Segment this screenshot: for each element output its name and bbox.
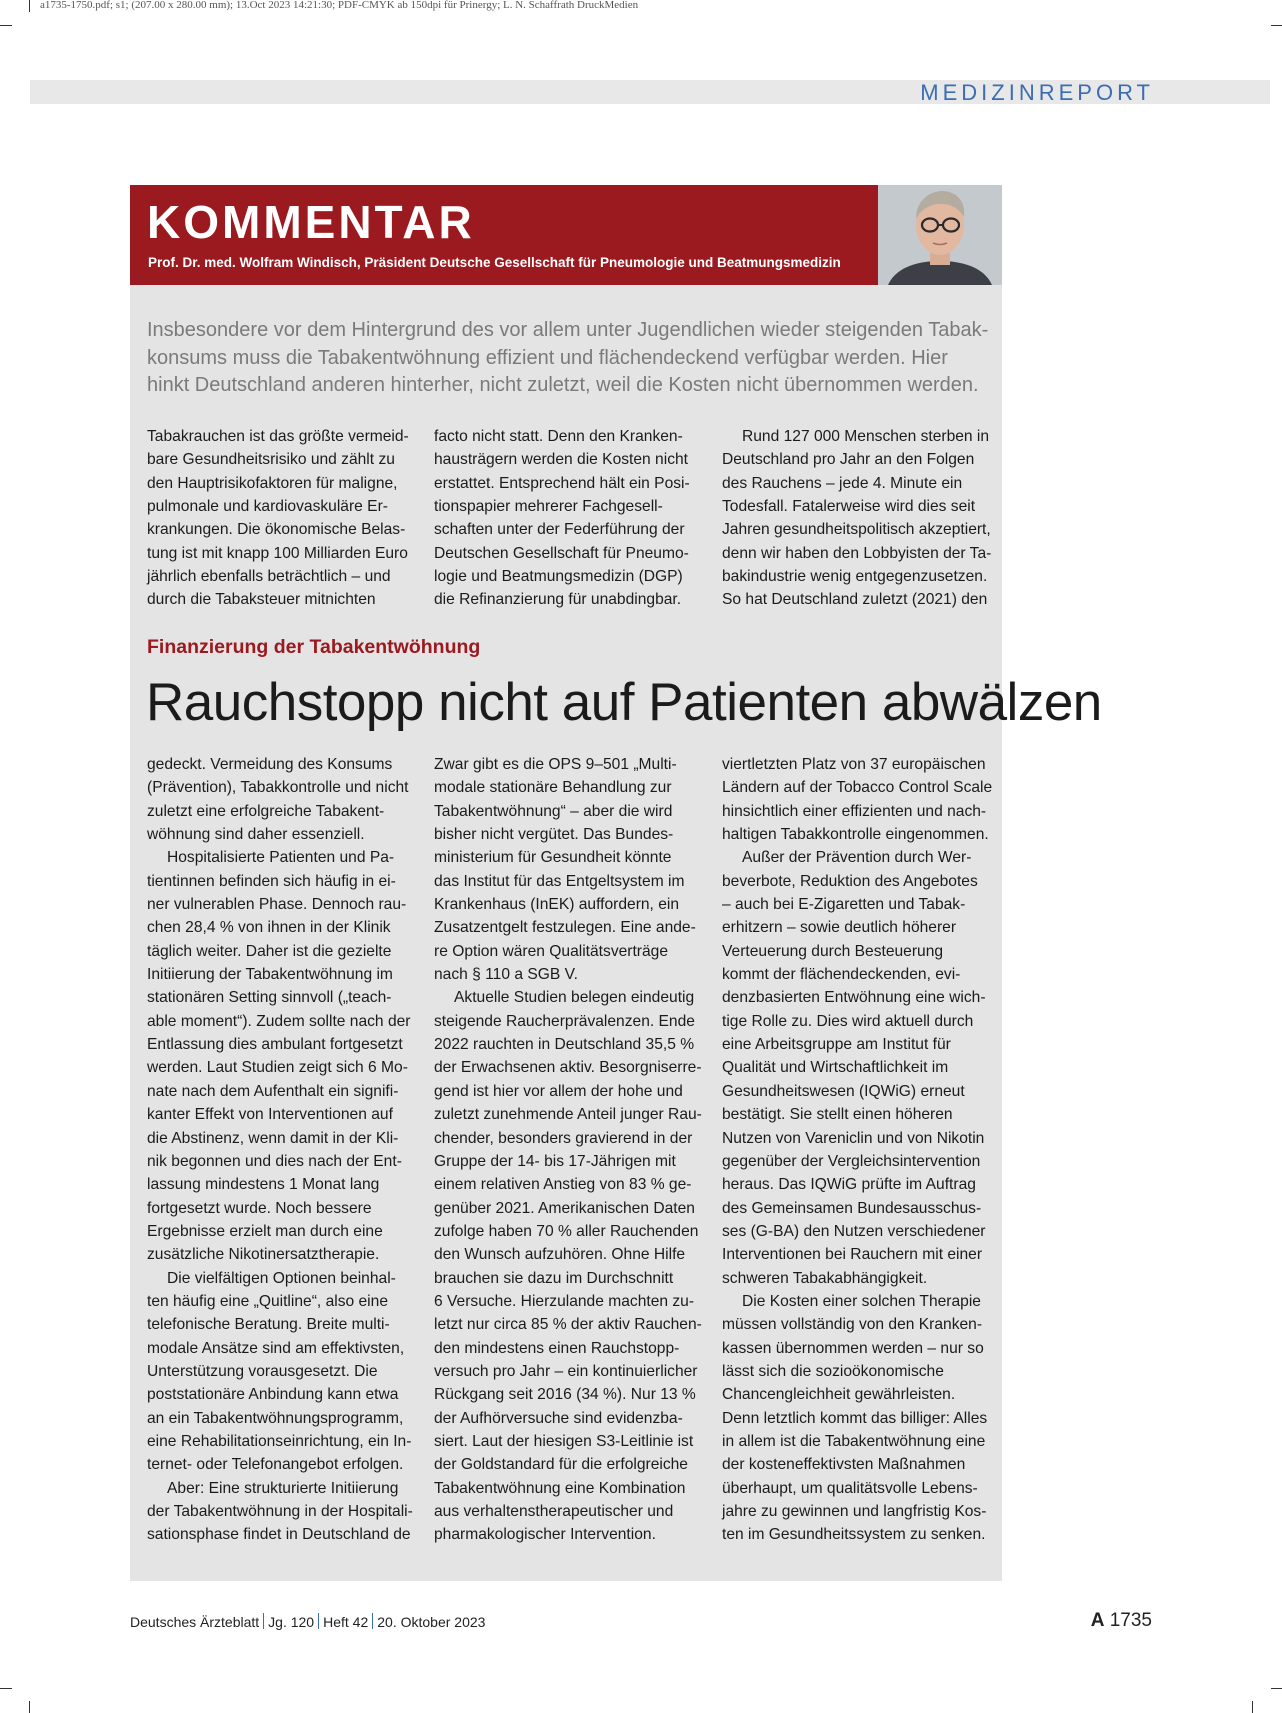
text-line: des Gemeinsamen Bundesausschus- (722, 1199, 982, 1217)
text-line: jahre zu gewinnen und langfristig Kos- (722, 1503, 987, 1520)
text-line: poststationäre Anbindung kann etwa (147, 1386, 399, 1404)
text-line: Verteuerung durch Besteuerung (722, 942, 944, 960)
crop-mark (29, 1701, 30, 1713)
text-line: facto nicht statt. Denn den Kranken- (434, 428, 683, 445)
text-line: logie und Beatmungsmedizin (DGP) (434, 568, 683, 586)
text-line: Aber: Eine strukturierte Initiierung (167, 1479, 399, 1497)
crop-mark (0, 25, 12, 26)
text-line: Tabakentwöhnung“ – aber die wird (434, 802, 673, 820)
text-line: Unterstützung vorausgesetzt. Die (147, 1362, 378, 1380)
text-line: hinsichtlich einer effizienten und nach- (722, 802, 987, 820)
top-column-3 (722, 425, 991, 612)
bottom-column-1 (147, 753, 413, 1547)
text-line: versuch pro Jahr – ein kontinuierlicher (434, 1362, 698, 1380)
text-line: ten im Gesundheitssystem zu senken. (722, 1526, 986, 1544)
footer-separator (263, 1613, 264, 1629)
text-line: kanter Effekt von Interventionen auf (147, 1106, 393, 1124)
text-line: re Option wären Qualitätsverträge (434, 942, 669, 960)
text-line: steigende Raucherprävalenzen. Ende (434, 1012, 695, 1030)
text-line: 6 Versuche. Hierzulande machten zu- (434, 1292, 695, 1310)
text-line: Aktuelle Studien belegen eindeutig (454, 989, 695, 1007)
text-line: wöhnung sind daher essenziell. (147, 826, 365, 844)
crop-mark (1271, 25, 1282, 26)
text-line: Deutschen Gesellschaft für Pneumo- (434, 544, 689, 562)
text-line: gend ist hier vor allem der hohe und (434, 1082, 683, 1100)
text-line: chender, besonders gravierend in der (434, 1129, 693, 1147)
author-portrait (878, 185, 1002, 285)
page-prefix: A (1090, 1610, 1105, 1631)
text-line: erstattet. Entsprechend hält ein Posi- (434, 474, 690, 492)
author-portrait-image (878, 185, 1002, 285)
text-line: – auch bei E-Zigaretten und Tabak- (722, 896, 966, 914)
text-line: nik begonnen und dies nach der Ent- (147, 1152, 402, 1170)
text-line: telefonische Beratung. Breite multi- (147, 1316, 390, 1334)
text-line: Qualität und Wirtschaftlichkeit im (722, 1059, 949, 1077)
subheading: Finanzierung der Tabakentwöhnung (147, 636, 481, 658)
text-line: chen 28,4 % von ihnen in der Klinik (147, 919, 391, 937)
text-line: ner vulnerablen Phase. Dennoch rau- (147, 896, 407, 914)
text-line: Ergebnisse erzielt man durch eine (147, 1222, 383, 1240)
journal-issue: Heft 42 (323, 1614, 369, 1630)
text-line: Krankenhaus (InEK) auffordern, ein (434, 896, 680, 914)
text-line: nach § 110 a SGB V. (434, 966, 578, 984)
text-line: Die vielfältigen Optionen beinhal- (167, 1269, 396, 1287)
text-line: Denn letztlich kommt das billiger: Alles (722, 1409, 988, 1427)
text-line: einem relativen Anstieg von 83 % ge- (434, 1176, 692, 1194)
text-line: pulmonale und kardiovaskuläre Er- (147, 498, 388, 516)
text-line: überhaupt, um qualitätsvolle Lebens- (722, 1479, 978, 1497)
text-line: Zwar gibt es die OPS 9–501 „Multi- (434, 756, 677, 773)
text-line: aus verhaltenstherapeutischer und (434, 1503, 674, 1520)
crop-mark (29, 0, 30, 12)
crop-mark (0, 1688, 12, 1689)
text-line: bare Gesundheitsrisiko und zählt zu (147, 451, 395, 469)
text-line: der Erwachsenen aktiv. Besorgniserre- (434, 1059, 702, 1077)
journal-date: 20. Oktober 2023 (377, 1614, 486, 1630)
text-line: heraus. Das IQWiG prüfte im Auftrag (722, 1176, 976, 1194)
text-line: Gruppe der 14- bis 17-Jährigen mit (434, 1152, 676, 1170)
text-line: lässt sich die sozioökonomische (722, 1362, 944, 1380)
text-line: müssen vollständig von den Kranken- (722, 1316, 983, 1334)
crop-mark (1271, 1688, 1282, 1689)
text-line: zuletzt zunehmende Anteil junger Rau- (434, 1106, 702, 1124)
text-line: modale Ansätze sind am effektivsten, (147, 1339, 405, 1357)
text-line: Deutschland pro Jahr an den Folgen (722, 451, 975, 469)
text-line: zusätzliche Nikotinersatztherapie. (147, 1246, 380, 1264)
top-column-1 (147, 425, 409, 612)
section-label: MEDIZINREPORT (920, 80, 1154, 105)
text-line: den mindestens einen Rauchstopp- (434, 1339, 680, 1357)
text-line: Tabakrauchen ist das größte vermeid- (147, 428, 409, 445)
page-number (1091, 1610, 1152, 1632)
text-line: der Goldstandard für die erfolgreiche (434, 1456, 688, 1474)
text-line: genüber 2021. Amerikanischen Daten (434, 1199, 695, 1217)
text-line: bisher nicht vergütet. Das Bundes- (434, 826, 674, 844)
text-line: der kosteneffektivsten Maßnahmen (722, 1456, 966, 1474)
text-line: den Wunsch aufzuhören. Ohne Hilfe (434, 1246, 686, 1264)
text-line: Jahren gesundheitspolitisch akzeptiert, (722, 521, 991, 539)
text-line: Todesfall. Fatalerweise wird dies seit (722, 498, 976, 516)
text-line: ministerium für Gesundheit könnte (434, 849, 672, 867)
footer-separator (372, 1613, 373, 1629)
top-column-2 (434, 425, 690, 612)
text-line: Ländern auf der Tobacco Control Scale (722, 779, 993, 797)
text-line: bestätigt. Sie stellt einen höheren (722, 1106, 953, 1124)
text-line: sationsphase findet in Deutschland de (147, 1526, 411, 1544)
text-line: tionspapier mehrerer Fachgesell- (434, 498, 663, 516)
text-line: So hat Deutschland zuletzt (2021) den (722, 591, 988, 609)
kommentar-header (130, 185, 878, 285)
text-line: der Tabakentwöhnung in der Hospitali- (147, 1503, 413, 1520)
footer-separator (318, 1613, 319, 1629)
bottom-column-3 (722, 753, 992, 1547)
text-line: Tabakentwöhnung eine Kombination (434, 1479, 686, 1497)
text-line: die Refinanzierung für unabdingbar. (434, 591, 682, 609)
text-line: den Hauptrisikofaktoren für maligne, (147, 474, 398, 492)
lead-line: konsums muss die Tabakentwöhnung effizient und flächendeckend verfügbar werden. Hier (147, 346, 948, 369)
text-line: ses (G-BA) den Nutzen verschiedener (722, 1222, 986, 1240)
print-info-line: a1735-1750.pdf; s1; (207.00 x 280.00 mm); 13.Oct 2023 14:21:30; PDF-CMYK ab 150dpi für Prinergy; L. N. Schaffrath DruckMedien (40, 0, 639, 11)
text-line: Rückgang seit 2016 (34 %). Nur 13 % (434, 1386, 696, 1404)
author-line: Prof. Dr. med. Wolfram Windisch, Präsident Deutsche Gesellschaft für Pneumologie und Beatmungsmedizin (148, 255, 841, 270)
text-line: gedeckt. Vermeidung des Konsums (147, 756, 393, 773)
text-line: krankungen. Die ökonomische Belas- (147, 521, 406, 539)
text-line: eine Arbeitsgruppe am Institut für (722, 1036, 951, 1054)
text-line: Initiierung der Tabakentwöhnung im (147, 966, 393, 984)
text-line: erhitzern – sowie deutlich höherer (722, 919, 957, 937)
text-line: denzbasierten Entwöhnung eine wich- (722, 989, 986, 1007)
text-line: denn wir haben den Lobbyisten der Ta- (722, 544, 992, 562)
lead-line: hinkt Deutschland anderen hinterher, nicht zuletzt, weil die Kosten nicht übernommen werden. (147, 374, 979, 396)
text-line: an ein Tabakentwöhnungsprogramm, (147, 1409, 404, 1427)
journal-volume: Jg. 120 (268, 1614, 315, 1630)
text-line: Entlassung dies ambulant fortgesetzt (147, 1036, 403, 1054)
text-line: pharmakologischer Intervention. (434, 1526, 656, 1544)
journal-name: Deutsches Ärzteblatt (130, 1614, 260, 1630)
text-line: des Rauchens – jede 4. Minute ein (722, 474, 963, 492)
text-line: kassen übernommen werden – nur so (722, 1339, 984, 1357)
text-line: tige Rolle zu. Dies wird aktuell durch (722, 1012, 974, 1030)
text-line: der Aufhörversuche sind evidenzba- (434, 1409, 683, 1427)
text-line: (Prävention), Tabakkontrolle und nicht (147, 779, 409, 797)
text-line: 2022 rauchten in Deutschland 35,5 % (434, 1036, 695, 1054)
text-line: tientinnen befinden sich häufig in ei- (147, 872, 396, 890)
text-line: jährlich ebenfalls beträchtlich – und (147, 568, 391, 586)
text-line: hausträgern werden die Kosten nicht (434, 451, 688, 469)
text-line: Rund 127 000 Menschen sterben in (742, 428, 990, 445)
text-line: haltigen Tabakkontrolle eingenommen. (722, 826, 989, 844)
headline: Rauchstopp nicht auf Patienten abwälzen (146, 673, 1102, 732)
text-line: stationären Setting sinnvoll („teach- (147, 989, 392, 1007)
text-line: Zusatzentgelt festzulegen. Eine ande- (434, 919, 696, 937)
text-line: tung ist mit knapp 100 Milliarden Euro (147, 544, 408, 562)
text-line: siert. Laut der hiesigen S3-Leitlinie ist (434, 1432, 694, 1450)
lead-line: Insbesondere vor dem Hintergrund des vor allem unter Jugendlichen wieder steigenden Tabak- (147, 319, 989, 341)
text-line: modale stationäre Behandlung zur (434, 779, 672, 797)
footer-citation (130, 1613, 485, 1630)
text-line: zuletzt eine erfolgreiche Tabakent- (147, 802, 385, 820)
text-line: Außer der Prävention durch Wer- (742, 849, 972, 867)
text-line: Interventionen bei Rauchern mit einer (722, 1246, 983, 1264)
text-line: Hospitalisierte Patienten und Pa- (167, 849, 395, 867)
text-line: fortgesetzt wurde. Noch bessere (147, 1199, 372, 1217)
text-line: kommt der flächendeckenden, evi- (722, 966, 961, 984)
lead-paragraph (147, 317, 987, 400)
text-line: bakindustrie wenig entgegenzusetzen. (722, 568, 988, 586)
text-line: Chancengleichheit gewährleisten. (722, 1386, 956, 1404)
text-line: lassung mindestens 1 Monat lang (147, 1176, 380, 1194)
text-line: Gesundheitswesen (IQWiG) erneut (722, 1082, 965, 1100)
text-line: schaften unter der Federführung der (434, 521, 685, 539)
kommentar-title: KOMMENTAR (147, 196, 475, 248)
text-line: able moment“). Zudem sollte nach der (147, 1012, 411, 1030)
text-line: beverbote, Reduktion des Angebotes (722, 872, 978, 890)
text-line: ternet- oder Telefonangebot erfolgen. (147, 1456, 404, 1474)
page-number-value: 1735 (1109, 1610, 1152, 1631)
bottom-column-2 (434, 753, 702, 1547)
text-line: schweren Tabakabhängigkeit. (722, 1269, 928, 1287)
text-line: werden. Laut Studien zeigt sich 6 Mo- (147, 1059, 408, 1077)
text-line: zufolge haben 70 % aller Rauchenden (434, 1222, 699, 1240)
text-line: die Abstinenz, wenn damit in der Kli- (147, 1129, 399, 1147)
text-line: viertletzten Platz von 37 europäischen (722, 756, 986, 773)
text-line: Die Kosten einer solchen Therapie (742, 1292, 981, 1310)
text-line: nate nach dem Aufenthalt ein signifi- (147, 1082, 399, 1100)
text-line: das Institut für das Entgeltsystem im (434, 872, 685, 890)
text-line: durch die Tabaksteuer mitnichten (147, 591, 376, 609)
text-line: gegenüber der Vergleichsintervention (722, 1152, 981, 1170)
text-line: letzt nur circa 85 % der aktiv Rauchen- (434, 1316, 702, 1334)
text-line: eine Rehabilitationseinrichtung, ein In- (147, 1432, 412, 1450)
text-line: ten häufig eine „Quitline“, also eine (147, 1292, 388, 1310)
text-line: in allem ist die Tabakentwöhnung eine (722, 1432, 986, 1450)
text-line: täglich weiter. Daher ist die gezielte (147, 942, 392, 960)
text-line: brauchen sie dazu im Durchschnitt (434, 1269, 674, 1287)
crop-mark (1252, 1701, 1253, 1713)
text-line: Nutzen von Vareniclin und von Nikotin (722, 1129, 985, 1147)
